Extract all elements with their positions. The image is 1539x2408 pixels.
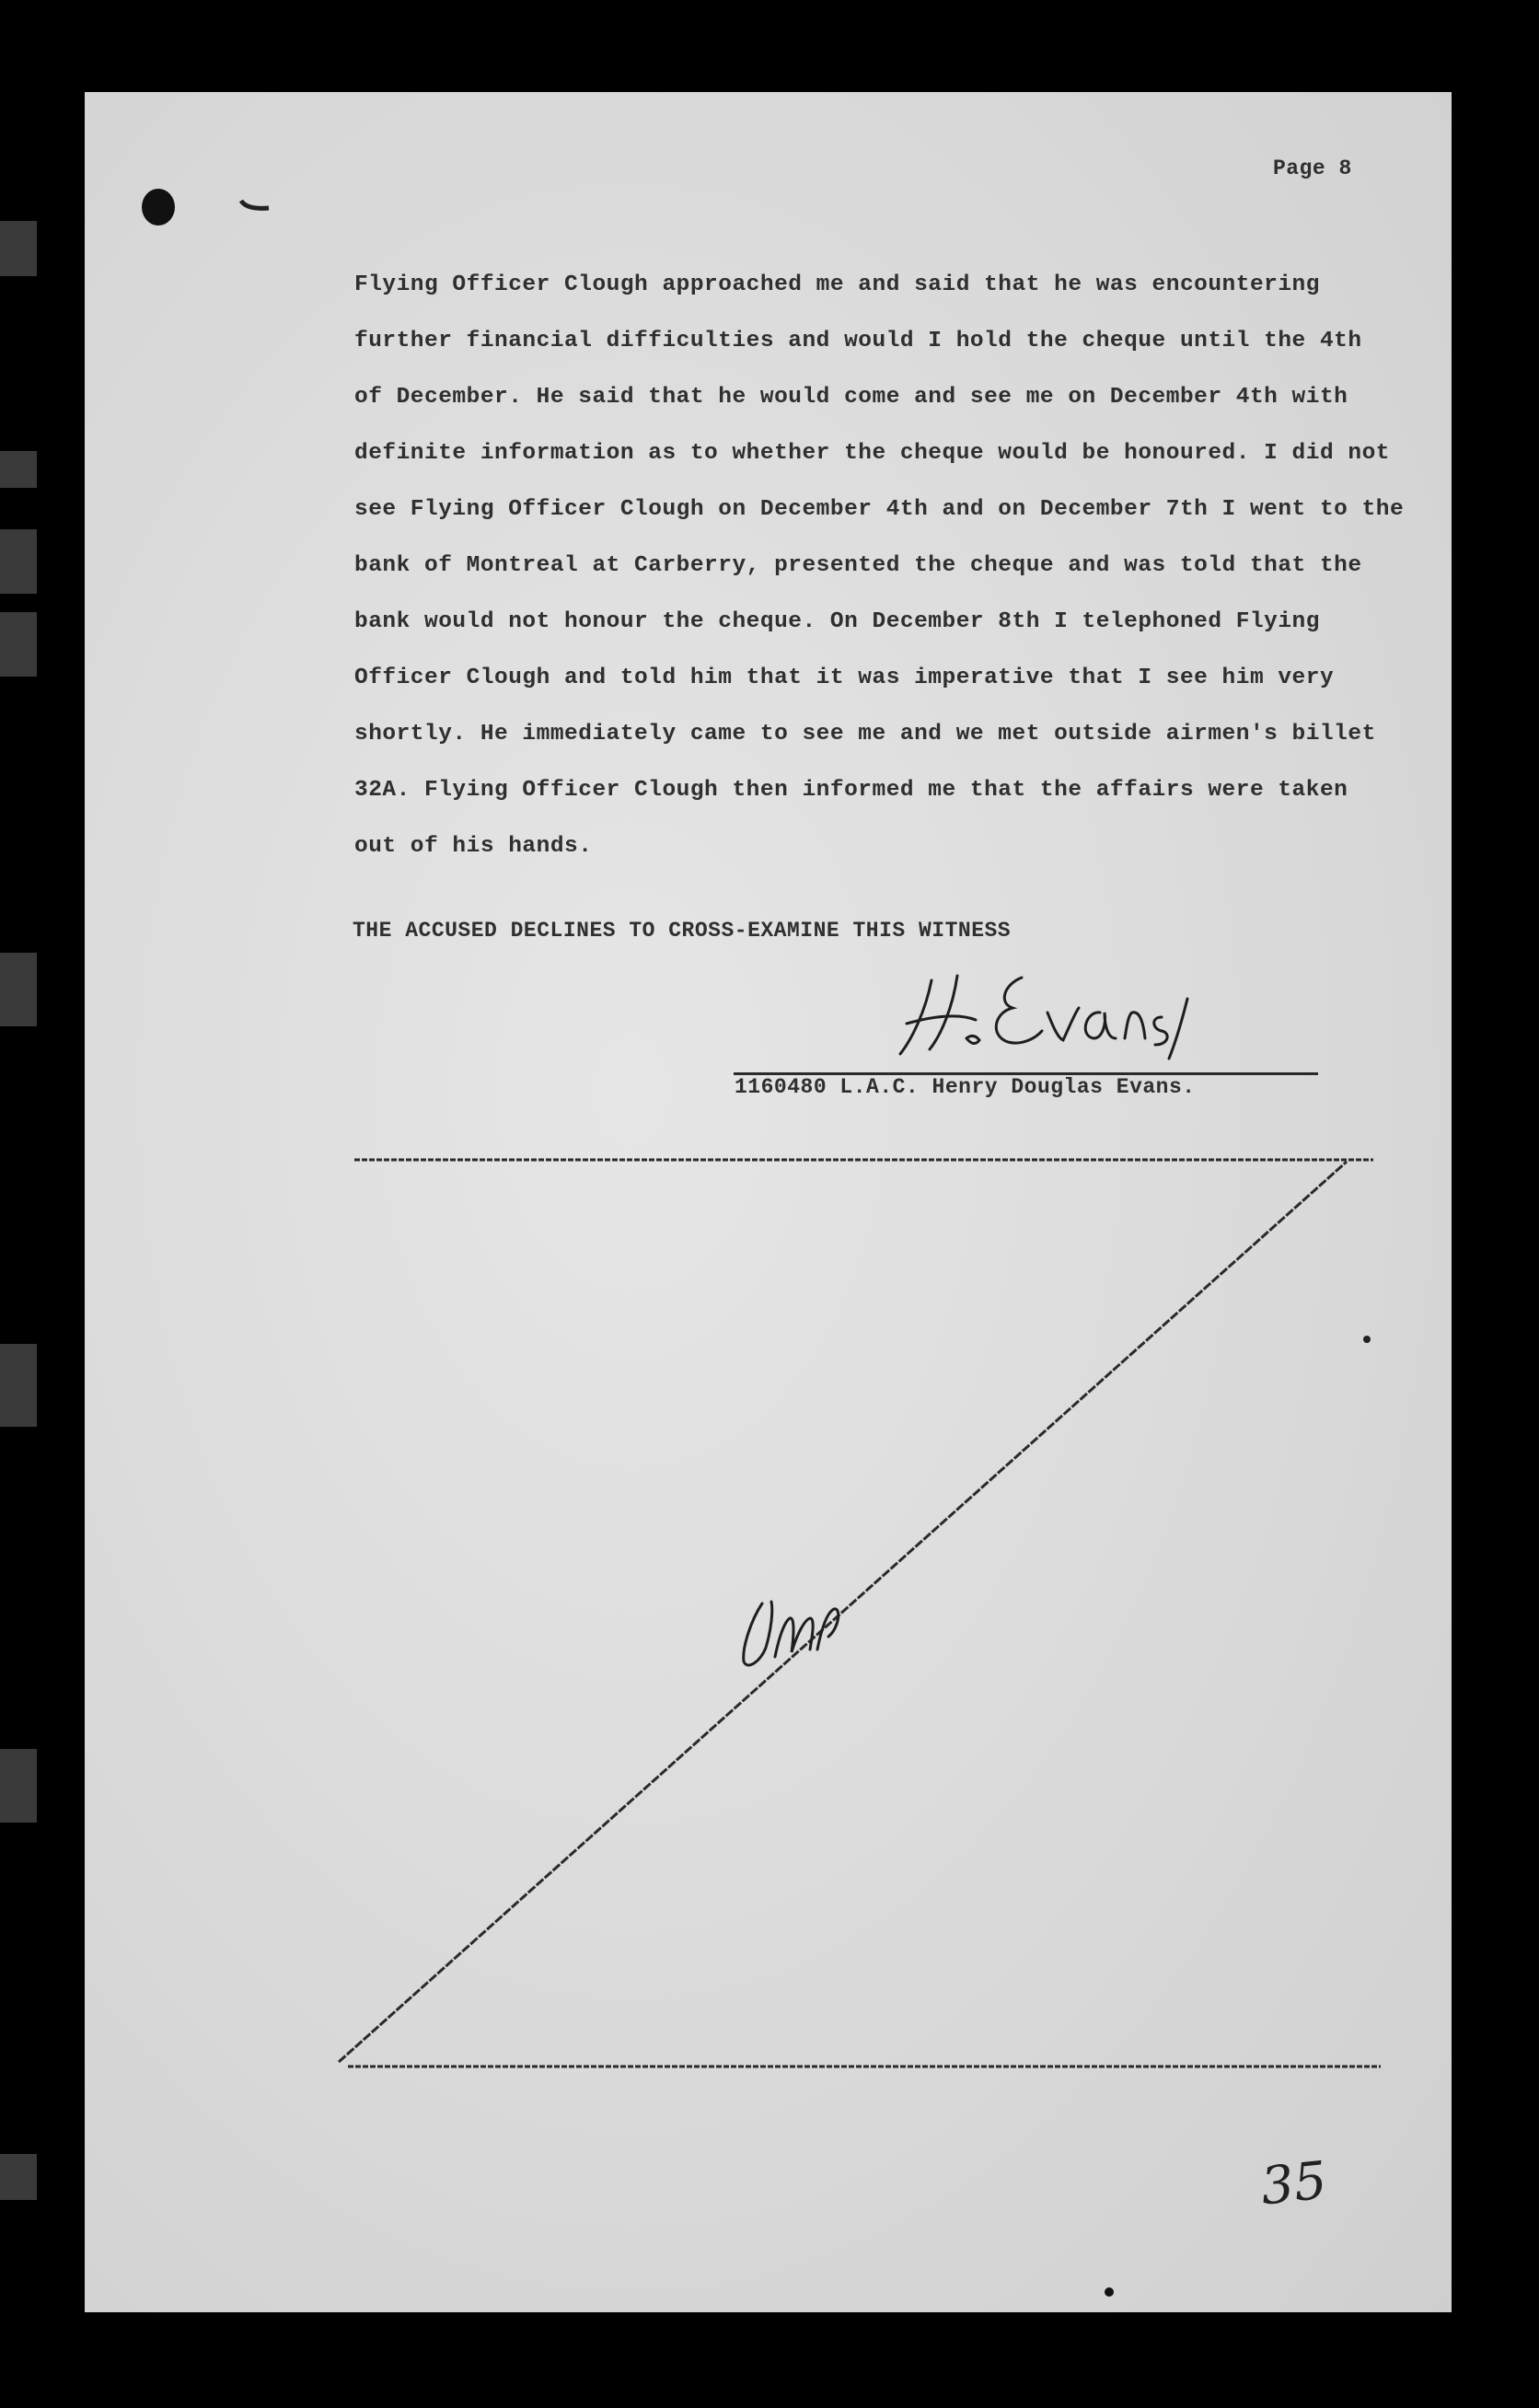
testimony-line: of December. He said that he would come and see me on December 4th with xyxy=(354,385,1348,410)
ink-speck xyxy=(241,201,269,208)
testimony-line: bank would not honour the cheque. On December 8th I telephoned Flying xyxy=(354,609,1320,634)
punch-hole-mark xyxy=(142,189,175,226)
diagonal-strike-line xyxy=(339,1162,1347,2062)
ink-speck xyxy=(1363,1336,1371,1343)
witness-signature xyxy=(900,976,1187,1059)
testimony-line: bank of Montreal at Carberry, presented the cheque and was told that the xyxy=(354,553,1362,578)
page-number: Page 8 xyxy=(1273,156,1352,180)
testimony-line: see Flying Officer Clough on December 4th and on December 7th I went to the xyxy=(354,497,1405,522)
testimony-line: 32A. Flying Officer Clough then informed me that the affairs were taken xyxy=(354,778,1348,803)
testimony-line: Flying Officer Clough approached me and said that he was encountering xyxy=(354,272,1320,297)
page-reference-number: 35 xyxy=(1257,2150,1330,2217)
ink-speck xyxy=(1105,2287,1114,2297)
testimony-line: out of his hands. xyxy=(354,834,593,859)
testimony-line: shortly. He immediately came to see me and we met outside airmen's billet xyxy=(354,722,1376,747)
witness-identification: 1160480 L.A.C. Henry Douglas Evans. xyxy=(735,1075,1196,1099)
testimony-line: further financial difficulties and would I hold the cheque until the 4th xyxy=(354,329,1362,353)
testimony-line: Officer Clough and told him that it was imperative that I see him very xyxy=(354,666,1335,690)
initials-on-strike xyxy=(744,1602,839,1665)
accused-statement: THE ACCUSED DECLINES TO CROSS-EXAMINE THIS WITNESS xyxy=(353,919,1012,943)
testimony-line: definite information as to whether the cheque would be honoured. I did not xyxy=(354,441,1390,466)
